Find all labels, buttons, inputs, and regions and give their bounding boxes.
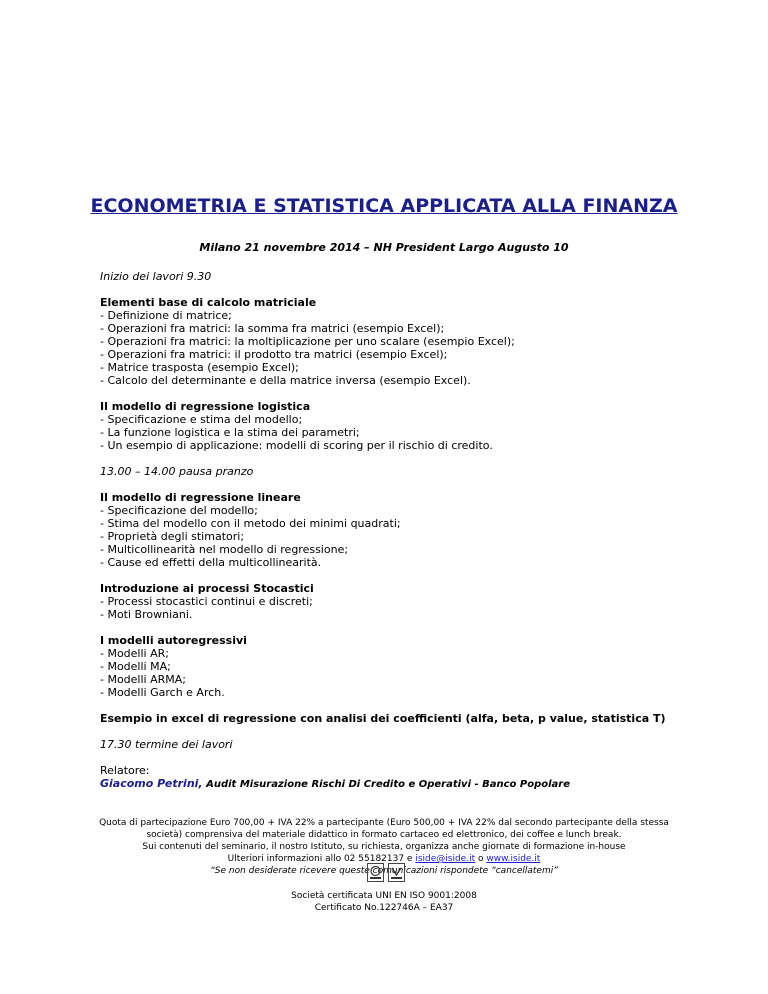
footer-line: Quota di partecipazione Euro 700,00 + IVA 22% a partecipante (Euro 500,00 + IVA 22% dal secondo partecipante della stessa: [99, 818, 669, 828]
footer-line: Sui contenuti del seminario, il nostro Istituto, su richiesta, organizza anche giornate di formazione in-house: [142, 842, 626, 852]
certification-line: Società certificata UNI EN ISO 9001:2008: [291, 891, 477, 901]
list-item: - Modelli Garch e Arch.: [100, 686, 225, 699]
list-item: - Modelli MA;: [100, 660, 171, 673]
section-heading: Elementi base di calcolo matriciale: [100, 296, 317, 309]
section-stochastic: [100, 582, 720, 621]
section-heading: Il modello di regressione logistica: [100, 400, 311, 413]
list-item: - Calcolo del determinante e della matrice inversa (esempio Excel).: [100, 374, 471, 387]
page-title: ECONOMETRIA E STATISTICA APPLICATA ALLA FINANZA: [90, 195, 678, 217]
excel-example: Esempio in excel di regressione con analisi dei coefficienti (alfa, beta, p value, statistica T): [100, 712, 666, 725]
list-item: - Un esempio di applicazione: modelli di scoring per il rischio di credito.: [100, 439, 493, 452]
list-item: - Modelli AR;: [100, 647, 169, 660]
list-item: - Multicollinearità nel modello di regressione;: [100, 543, 349, 556]
speaker-name: Giacomo Petrini,: [100, 777, 203, 790]
footer-contact-prefix: Ulteriori informazioni allo 02 55182137 e: [227, 854, 413, 864]
end-time: 17.30 termine dei lavori: [100, 738, 233, 751]
list-item: - Matrice trasposta (esempio Excel);: [100, 361, 299, 374]
footer-contact-mid: o: [478, 854, 484, 864]
list-item: - Operazioni fra matrici: il prodotto tra matrici (esempio Excel);: [100, 348, 448, 361]
list-item: - Specificazione e stima del modello;: [100, 413, 303, 426]
accreditation-mark-icon: [388, 863, 405, 882]
lunch-break: 13.00 – 14.00 pausa pranzo: [100, 465, 254, 478]
list-item: - Moti Browniani.: [100, 608, 193, 621]
section-logistic: [100, 400, 720, 452]
certification-info: [0, 890, 768, 914]
certification-mark-icon: [367, 863, 384, 882]
list-item: - Stima del modello con il metodo dei minimi quadrati;: [100, 517, 401, 530]
footer-line: società) comprensiva del materiale didattico in formato cartaceo ed elettronico, dei coffee e lunch break.: [146, 830, 622, 840]
start-time: Inizio dei lavori 9.30: [100, 270, 212, 283]
event-subtitle: Milano 21 novembre 2014 – NH President Largo Augusto 10: [199, 241, 569, 254]
section-matrix: [100, 296, 720, 387]
list-item: - Operazioni fra matrici: la moltiplicazione per uno scalare (esempio Excel);: [100, 335, 515, 348]
certification-number: Certificato No.122746A – EA37: [314, 903, 454, 913]
section-heading: I modelli autoregressivi: [100, 634, 247, 647]
program-content: [100, 270, 720, 804]
unsubscribe-note: “Se non desiderate ricevere queste comunicazioni rispondete “cancellatemi”: [210, 866, 558, 876]
speaker-role: Audit Misurazione Rischi Di Credito e Operativi - Banco Popolare: [206, 779, 571, 790]
website-link[interactable]: www.iside.it: [486, 854, 541, 864]
section-linear: [100, 491, 720, 569]
section-heading: Il modello di regressione lineare: [100, 491, 301, 504]
list-item: - Processi stocastici continui e discreti;: [100, 595, 313, 608]
section-autoregressive: [100, 634, 720, 699]
list-item: - Specificazione del modello;: [100, 504, 258, 517]
list-item: - Definizione di matrice;: [100, 309, 232, 322]
list-item: - Operazioni fra matrici: la somma fra matrici (esempio Excel);: [100, 322, 445, 335]
certification-logos: [367, 863, 407, 885]
list-item: - La funzione logistica e la stima dei parametri;: [100, 426, 360, 439]
list-item: - Modelli ARMA;: [100, 673, 186, 686]
list-item: - Cause ed effetti della multicollinearità.: [100, 556, 322, 569]
list-item: - Proprietà degli stimatori;: [100, 530, 245, 543]
speaker-label: Relatore:: [100, 764, 150, 777]
speaker-block: [100, 764, 720, 791]
email-link[interactable]: iside@iside.it: [415, 854, 476, 864]
section-heading: Introduzione ai processi Stocastici: [100, 582, 314, 595]
